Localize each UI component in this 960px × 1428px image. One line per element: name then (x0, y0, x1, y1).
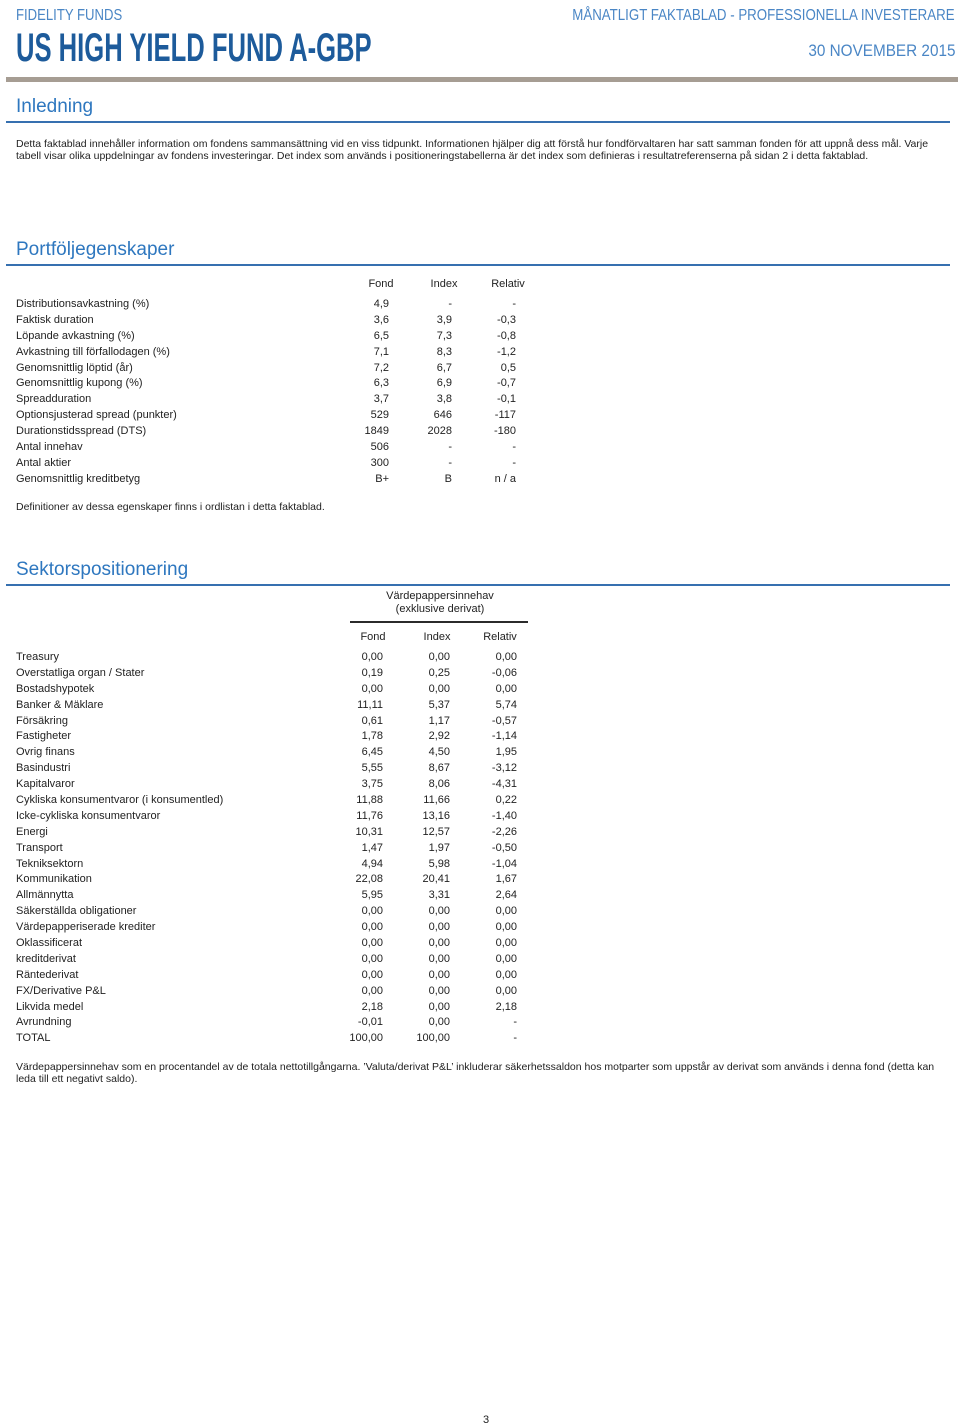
table-row (16, 745, 556, 761)
column-header-relativ: Relativ (483, 631, 517, 643)
cell-fond: 11,11 (357, 698, 383, 711)
cell-fond: 0,00 (361, 984, 383, 997)
column-header-fond: Fond (368, 278, 394, 290)
sector-note: Värdepappersinnehav som en procentandel av de totala nettotillgångarna. ’Valuta/derivat P&L’ inkluderar säkerhetssaldon hos motparter som uppstår av derivat som används i denna fond (detta kan leda till ett negativt saldo). (16, 1061, 935, 1085)
section-divider-intro (6, 121, 950, 123)
row-label: Faktisk duration (16, 313, 94, 326)
cell-index: 8,67 (428, 762, 450, 775)
group-header-rule (350, 621, 528, 623)
cell-index: 0,00 (428, 968, 450, 981)
row-label: Kommunikation (16, 873, 92, 886)
cell-fond: 6,5 (373, 329, 389, 342)
cell-fond: 0,00 (361, 968, 383, 981)
table-row (16, 825, 556, 841)
cell-fond: 0,00 (361, 682, 383, 695)
row-label: Genomsnittlig löptid (år) (16, 361, 133, 374)
cell-index: 1,97 (428, 841, 450, 854)
group-header-line-2: (exklusive derivat) (395, 603, 485, 615)
row-label: Optionsjusterad spread (punkter) (16, 409, 177, 422)
cell-index: 13,16 (422, 809, 450, 822)
table-row (16, 888, 556, 904)
cell-index: 2028 (427, 425, 452, 438)
cell-index: 3,9 (436, 313, 452, 326)
row-label: Fastigheter (16, 730, 72, 743)
cell-fond: 7,1 (373, 345, 389, 358)
cell-fond: 7,2 (373, 361, 389, 374)
cell-index: 3,8 (436, 393, 452, 406)
row-label: Kapitalvaror (16, 778, 75, 791)
cell-relativ: -0,7 (497, 377, 516, 390)
cell-relativ: - (512, 456, 516, 469)
row-label: Värdepapperiserade krediter (16, 921, 156, 934)
cell-index: - (448, 298, 452, 310)
cell-relativ: 1,95 (495, 746, 517, 759)
cell-relativ: 0,00 (495, 905, 517, 918)
cell-fond: 6,45 (361, 746, 383, 759)
table-row (16, 952, 556, 968)
row-label: Transport (16, 841, 63, 854)
table-row (16, 793, 556, 809)
portfolio-note: Definitioner av dessa egenskaper finns i ordlistan i detta faktablad. (16, 501, 325, 513)
portfolio-table-body (16, 297, 556, 488)
cell-fond: 5,55 (361, 762, 383, 775)
table-row (16, 376, 556, 392)
cell-index: B (444, 472, 452, 485)
section-divider-sector (6, 584, 950, 586)
section-divider-portfolio (6, 264, 950, 266)
cell-relativ: - (512, 441, 516, 454)
table-row (16, 361, 556, 377)
row-label: Tekniksektorn (16, 857, 84, 870)
table-row (16, 904, 556, 920)
cell-fond: 300 (370, 456, 389, 469)
cell-index: - (448, 441, 452, 454)
cell-fond: 0,00 (361, 905, 383, 918)
sector-table (16, 629, 556, 1045)
cell-relativ: -4,31 (491, 778, 517, 791)
cell-relativ: n / a (494, 472, 516, 485)
cell-index: 8,3 (436, 345, 452, 358)
cell-relativ: -1,04 (491, 857, 517, 870)
cell-index: 20,41 (422, 873, 450, 886)
cell-relativ: -117 (494, 409, 516, 422)
cell-relativ: -0,1 (497, 393, 516, 406)
portfolio-table (16, 276, 556, 485)
row-label: Bostadshypotek (16, 682, 95, 695)
cell-relativ: 2,64 (495, 889, 517, 902)
row-label: Genomsnittlig kreditbetyg (16, 472, 141, 485)
cell-fond: 1849 (364, 425, 389, 438)
section-heading-portfolio: Portföljegenskaper (16, 239, 175, 260)
cell-fond: 4,9 (373, 298, 389, 310)
cell-index: 646 (433, 409, 452, 422)
cell-fond: -0,01 (357, 1016, 383, 1029)
row-label: FX/Derivative P&L (16, 984, 106, 997)
table-row (16, 1015, 556, 1031)
table-header-row (16, 276, 556, 292)
cell-fond: 0,00 (361, 921, 383, 934)
cell-index: 0,00 (428, 1016, 450, 1029)
cell-index: 0,00 (428, 905, 450, 918)
cell-fond: 11,76 (356, 809, 383, 822)
row-label: Antal aktier (16, 456, 72, 469)
intro-paragraph: Detta faktablad innehåller information om fondens sammansättning vid en viss tidpunkt. Informationen hjälper dig att förstå hur fondförvaltaren har satt samman fonden för att uppnå dess mål. Varje tabell visar olika uppdelningar av fondens investeringar. Det index som används i positioneringstabellerna är det index som definieras i resultatreferenserna på sidan 2 i detta faktablad. (16, 138, 929, 162)
cell-index: 11,66 (423, 794, 450, 807)
cell-index: 0,00 (428, 921, 450, 934)
section-heading-sector: Sektorspositionering (16, 559, 189, 580)
cell-index: 0,00 (428, 937, 450, 950)
section-heading-intro: Inledning (16, 96, 94, 117)
row-label: Oklassificerat (16, 937, 83, 950)
cell-relativ: 0,00 (495, 952, 517, 965)
table-row (16, 714, 556, 730)
table-row (16, 666, 556, 682)
table-row (16, 809, 556, 825)
table-row (16, 984, 556, 1000)
column-header-fond: Fond (360, 631, 386, 643)
cell-index: 100,00 (416, 1032, 450, 1045)
cell-fond: 3,75 (361, 778, 383, 791)
table-row (16, 920, 556, 936)
table-row (16, 777, 556, 793)
cell-relativ: -3,12 (491, 762, 517, 775)
cell-relativ: -0,8 (497, 329, 516, 342)
group-header-line-1: Värdepappersinnehav (386, 590, 494, 602)
row-label: Banker & Mäklare (16, 698, 104, 711)
table-row (16, 698, 556, 714)
row-label: Säkerställda obligationer (16, 905, 137, 918)
cell-relativ: 0,5 (500, 361, 516, 374)
document-type: MÅNATLIGT FAKTABLAD - PROFESSIONELLA INVESTERARE (572, 7, 955, 24)
cell-fond: 22,08 (355, 873, 383, 886)
cell-relativ: -180 (493, 425, 516, 438)
table-row (16, 408, 556, 424)
table-row (16, 936, 556, 952)
cell-fond: 2,18 (361, 1000, 383, 1013)
cell-fond: 506 (370, 441, 389, 454)
row-label: Treasury (16, 651, 59, 663)
cell-index: 6,7 (436, 361, 452, 374)
column-header-index: Index (423, 631, 451, 643)
column-header-index: Index (430, 278, 458, 290)
cell-index: 0,00 (428, 952, 450, 965)
row-label: Durationstidsspread (DTS) (16, 425, 147, 438)
cell-relativ: - (513, 1016, 517, 1029)
row-label: Icke-cykliska konsumentvaror (16, 809, 161, 822)
cell-relativ: -0,57 (491, 714, 517, 727)
row-label: kreditderivat (16, 952, 76, 965)
row-label: Spreadduration (16, 393, 92, 406)
table-row (16, 440, 556, 456)
table-row (16, 682, 556, 698)
cell-relativ: 5,74 (495, 698, 517, 711)
cell-fond: 529 (370, 409, 389, 422)
table-row (16, 761, 556, 777)
table-row (16, 872, 556, 888)
row-label: Antal innehav (16, 441, 83, 454)
cell-relativ: 2,18 (495, 1000, 517, 1013)
sector-group-header (340, 590, 540, 616)
header-rule (6, 77, 958, 82)
table-row (16, 1000, 556, 1016)
table-row (16, 424, 556, 440)
cell-index: 8,06 (428, 778, 450, 791)
column-header-relativ: Relativ (491, 278, 525, 290)
cell-relativ: 1,67 (495, 873, 517, 886)
cell-fond: 1,47 (361, 841, 383, 854)
cell-fond: 0,00 (361, 651, 383, 663)
document-date: 30 NOVEMBER 2015 (807, 41, 955, 60)
table-row (16, 392, 556, 408)
table-row (16, 841, 556, 857)
cell-index: 6,9 (436, 377, 452, 390)
row-label: Försäkring (16, 714, 68, 727)
table-row (16, 472, 556, 488)
cell-relativ: -1,40 (491, 809, 517, 822)
cell-fond: 4,94 (361, 857, 383, 870)
table-row (16, 345, 556, 361)
cell-index: 0,00 (428, 1000, 450, 1013)
cell-relativ: - (512, 298, 516, 310)
cell-fond: 3,7 (373, 393, 389, 406)
cell-relativ: 0,00 (495, 651, 517, 663)
cell-fond: 5,95 (361, 889, 383, 902)
cell-fond: 100,00 (349, 1032, 383, 1045)
row-label: Allmännytta (16, 889, 74, 902)
table-row (16, 729, 556, 745)
table-row (16, 329, 556, 345)
cell-relativ: 0,00 (495, 968, 517, 981)
row-label: Avkastning till förfallodagen (%) (16, 345, 170, 358)
row-label: Basindustri (16, 762, 71, 775)
cell-index: - (448, 456, 452, 469)
row-label: Energi (16, 825, 48, 838)
fund-title: US HIGH YIELD FUND A-GBP (16, 26, 372, 70)
cell-fond: B+ (375, 472, 389, 485)
cell-index: 1,17 (428, 714, 450, 727)
cell-relativ: 0,00 (495, 984, 517, 997)
cell-relativ: -2,26 (491, 825, 517, 838)
page-number: 3 (482, 1414, 490, 1426)
cell-index: 0,00 (428, 682, 450, 695)
cell-relativ: 0,22 (495, 794, 517, 807)
table-row (16, 456, 556, 472)
cell-fond: 6,3 (373, 377, 389, 390)
cell-index: 0,00 (428, 984, 450, 997)
sector-table-body (16, 650, 556, 1047)
cell-fond: 11,88 (356, 794, 383, 807)
table-row (16, 297, 556, 313)
row-label: Ovrig finans (16, 746, 75, 759)
table-row (16, 650, 556, 666)
cell-fond: 0,19 (361, 666, 383, 679)
cell-fond: 0,00 (361, 952, 383, 965)
cell-index: 5,98 (428, 857, 450, 870)
cell-fond: 0,61 (361, 714, 383, 727)
cell-relativ: 0,00 (495, 921, 517, 934)
cell-fond: 0,00 (361, 937, 383, 950)
cell-index: 4,50 (428, 746, 450, 759)
cell-relativ: - (513, 1032, 517, 1045)
row-label: Genomsnittlig kupong (%) (16, 377, 143, 390)
cell-index: 3,31 (428, 889, 450, 902)
row-label: Cykliska konsumentvaror (i konsumentled) (16, 794, 224, 807)
row-label: Likvida medel (16, 1000, 84, 1013)
row-label: Löpande avkastning (%) (16, 329, 135, 342)
cell-fond: 10,31 (355, 825, 383, 838)
cell-relativ: -1,14 (491, 730, 517, 743)
row-label: Distributionsavkastning (%) (16, 298, 150, 310)
row-label: Avrundning (16, 1016, 72, 1029)
cell-relativ: -0,3 (497, 313, 516, 326)
row-label: TOTAL (16, 1032, 51, 1045)
cell-fond: 1,78 (361, 730, 383, 743)
cell-relativ: 0,00 (495, 937, 517, 950)
cell-relativ: -1,2 (497, 345, 516, 358)
table-row (16, 968, 556, 984)
row-label: Overstatliga organ / Stater (16, 666, 145, 679)
cell-index: 7,3 (436, 329, 452, 342)
cell-index: 5,37 (428, 698, 450, 711)
table-row (16, 313, 556, 329)
table-header-row (16, 629, 556, 645)
cell-index: 2,92 (428, 730, 450, 743)
cell-index: 12,57 (422, 825, 450, 838)
table-row (16, 1031, 556, 1047)
cell-relativ: -0,50 (491, 841, 517, 854)
cell-relativ: -0,06 (491, 666, 517, 679)
row-label: Räntederivat (16, 968, 79, 981)
table-row (16, 857, 556, 873)
cell-fond: 3,6 (373, 313, 389, 326)
brand-name: FIDELITY FUNDS (16, 7, 123, 24)
cell-relativ: 0,00 (495, 682, 517, 695)
cell-index: 0,25 (428, 666, 450, 679)
cell-index: 0,00 (428, 651, 450, 663)
